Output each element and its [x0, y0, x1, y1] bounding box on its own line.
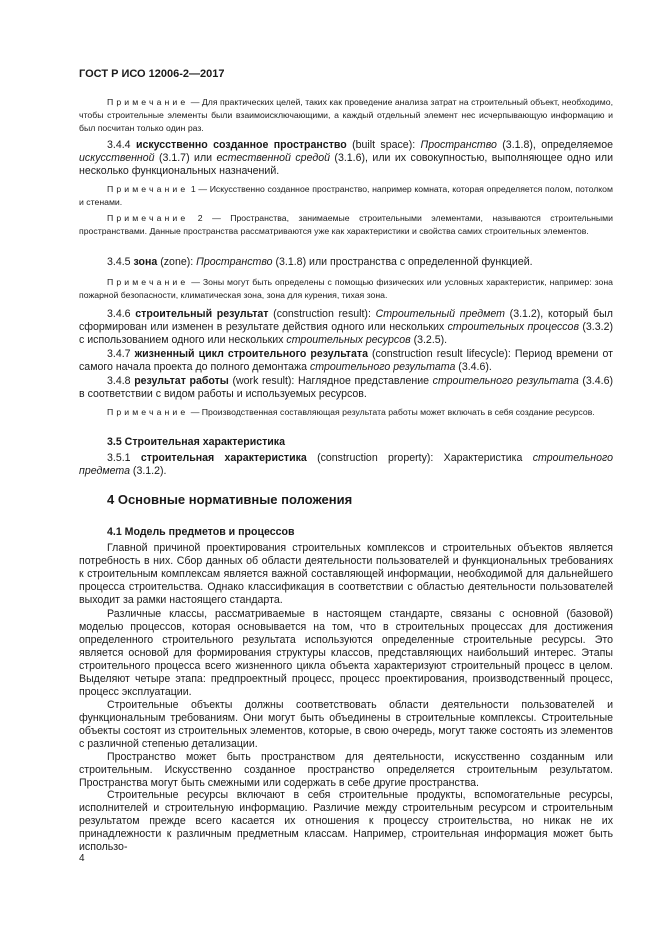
- paragraph-text: [79, 789, 613, 854]
- text-run: (work result): Наглядное представление: [228, 375, 433, 387]
- text-run: Различные классы, рассматриваемые в настоящем стандарте, связаны с основной (базовой) моделью процессов, которая основывается на том, что в строительных процессах для достижения определенного строительного результата используются определенные строительные ресурсы. Это является основой для формирования структуры классов, представляющих наибольший интерес. Этапы строительного процесса всего жизненного цикла объекта характеризуют строительный процесс в целом. Выделяют четыре этапа: предпроектный процесс, процесс проектирования, производственный процесс, процесс эксплуатации.: [79, 608, 613, 698]
- text-run: (construction result lifecycle): Период времени от самого начала проекта до полного демонтажа: [79, 348, 613, 373]
- text-run: (3.3.2) с использованием одного или нескольких: [79, 321, 614, 346]
- text-run: — Для практических целей, таких как проведение анализа затрат на строительный объект, необходимо, чтобы строительные элементы были взаимоисключающими, а каждый отдельный элемент нес исчерпывающую информацию и был посчитан только один раз.: [79, 97, 613, 133]
- term-reference: естественной средой: [216, 152, 330, 164]
- text-run: (3.1.8), определяемое: [496, 139, 613, 151]
- text-run: (3.2.5).: [410, 334, 448, 346]
- text-run: 3.4.8: [107, 375, 135, 387]
- paragraph-text: [79, 308, 613, 347]
- body-paragraph: [79, 789, 613, 854]
- body-paragraph: [79, 699, 613, 751]
- definition-3-5-1: [79, 452, 613, 478]
- text-run: (3.4.6).: [455, 361, 492, 373]
- paragraph-text: [79, 212, 613, 238]
- term: жизненный цикл строительного результата: [134, 348, 368, 360]
- term-reference: строительного результата: [309, 361, 456, 373]
- note-block: [79, 96, 613, 135]
- text-run: — Производственная составляющая результата работы может включать в себя создание ресурсов.: [188, 407, 595, 417]
- note-label: Примечание: [107, 213, 189, 223]
- text-run: (built space):: [346, 139, 421, 151]
- document-header-title: ГОСТ Р ИСО 12006-2—2017: [79, 68, 225, 80]
- paragraph-text: [79, 96, 613, 135]
- text-run: 3.5.1: [107, 452, 141, 464]
- paragraph-text: [79, 751, 613, 790]
- paragraph-text: [79, 256, 613, 269]
- text-run: 3.4.7: [107, 348, 135, 360]
- definition-3-4-8: [79, 375, 613, 401]
- term-reference: Строительный предмет: [375, 308, 505, 320]
- body-paragraph: [79, 751, 613, 790]
- text-run: (zone):: [157, 256, 197, 268]
- body-paragraph: [79, 608, 613, 699]
- note-block: [79, 276, 613, 302]
- term-reference: Пространство: [196, 256, 273, 268]
- term: строительная характеристика: [140, 452, 307, 464]
- text-run: (3.1.2), который был сформирован или изменен в результате действия одного или нескольких: [79, 308, 613, 333]
- paragraph-text: [79, 608, 613, 699]
- text-run: 3.4.5: [107, 256, 134, 268]
- term-reference: строительного результата: [432, 375, 579, 387]
- note-label: Примечание: [107, 184, 189, 194]
- term-reference: строительных ресурсов: [286, 334, 411, 346]
- section-heading-4-1: 4.1 Модель предметов и процессов: [107, 526, 295, 538]
- paragraph-text: [79, 542, 613, 607]
- paragraph-text: [79, 276, 613, 302]
- term-reference: искусственной: [79, 152, 155, 164]
- note-block: [79, 406, 613, 419]
- page-number: 4: [79, 853, 85, 864]
- note-label: Примечание: [107, 407, 189, 417]
- text-run: Главной причиной проектирования строительных комплексов и строительных объектов является потребность в них. Сбор данных об области деятельности пользователей и функциональных требованиях к строительным комплексам является важной составляющей информации, необходимой для дальнейшего процесса строительства. Однако классификация в соответствии с областью деятельности пользователей выходит за рамки настоящего стандарта.: [79, 542, 613, 606]
- text-run: — Зоны могут быть определены с помощью физических или условных характеристик, например: зона пожарной безопасности, климатическая зона, зона для курения, тихая зона.: [79, 277, 613, 300]
- text-run: 3.4.4: [107, 139, 136, 151]
- text-run: (3.4.6) в соответствии с видом работы и используемых ресурсов.: [79, 375, 613, 400]
- definition-3-4-6: [79, 308, 613, 347]
- paragraph-text: [79, 406, 613, 419]
- paragraph-text: [79, 699, 613, 751]
- text-run: Строительные объекты должны соответствовать области деятельности пользователей и функциональным требованиям. Они могут быть объединены в строительные комплексы. Строительные объекты состоят из строительных элементов, которые, в свою очередь, могут также состоять из элементов с различной степенью детализации.: [79, 699, 613, 750]
- definition-3-4-7: [79, 348, 613, 374]
- paragraph-text: [79, 452, 613, 478]
- term-reference: строительных процессов: [447, 321, 579, 333]
- text-run: 3.4.6: [107, 308, 136, 320]
- section-heading-4: 4 Основные нормативные положения: [107, 492, 353, 507]
- term: результат работы: [134, 375, 229, 387]
- text-run: (3.1.8) или пространства с определенной функцией.: [272, 256, 533, 268]
- term-reference: Пространство: [420, 139, 497, 151]
- note-label: Примечание: [107, 97, 189, 107]
- text-run: Пространство может быть пространством для деятельности, искусственно созданным или строительным. Искусственно созданное пространство определяется строительным результатом. Пространства могут быть смежными или содержать в себе другие пространства.: [79, 751, 613, 789]
- term: зона: [133, 256, 158, 268]
- text-run: Строительные ресурсы включают в себя строительные продукты, вспомогательные ресурсы, исполнителей и строительную информацию. Различие между строительным ресурсом и строительным результатом прежде всего касается их отношения к процессу строительства, но никак не их принадлежности к различным предметным классам. Например, строительная информация может быть использо-: [79, 789, 613, 853]
- term: строительный результат: [135, 308, 269, 320]
- paragraph-text: [79, 348, 613, 374]
- section-heading-3-5: 3.5 Строительная характеристика: [107, 436, 285, 448]
- definition-3-4-5: [79, 256, 613, 269]
- note-block: [79, 212, 613, 238]
- note-block: [79, 183, 613, 209]
- note-label: Примечание: [107, 277, 189, 287]
- term: искусственно созданное пространство: [135, 139, 347, 151]
- text-run: (construction property): Характеристика: [306, 452, 533, 464]
- text-run: (3.1.6), или их совокупностью, выполняющее одно или несколько функциональных назначений.: [79, 152, 613, 177]
- body-paragraph: [79, 542, 613, 607]
- definition-3-4-4: [79, 139, 613, 178]
- text-run: 1 — Искусственно созданное пространство, например комната, которая определяется полом, потолком и стенами.: [79, 184, 613, 207]
- term-reference: строительного предмета: [79, 452, 613, 477]
- paragraph-text: [79, 183, 613, 209]
- text-run: (3.1.2).: [129, 465, 167, 477]
- text-run: 2 — Пространства, занимаемые строительными элементами, называются строительными пространствами. Данные пространства рассматриваются уже как характеристики и свойства самих строительных элементов.: [79, 213, 613, 236]
- text-run: (construction result):: [268, 308, 376, 320]
- text-run: (3.1.7) или: [154, 152, 217, 164]
- paragraph-text: [79, 375, 613, 401]
- paragraph-text: [79, 139, 613, 178]
